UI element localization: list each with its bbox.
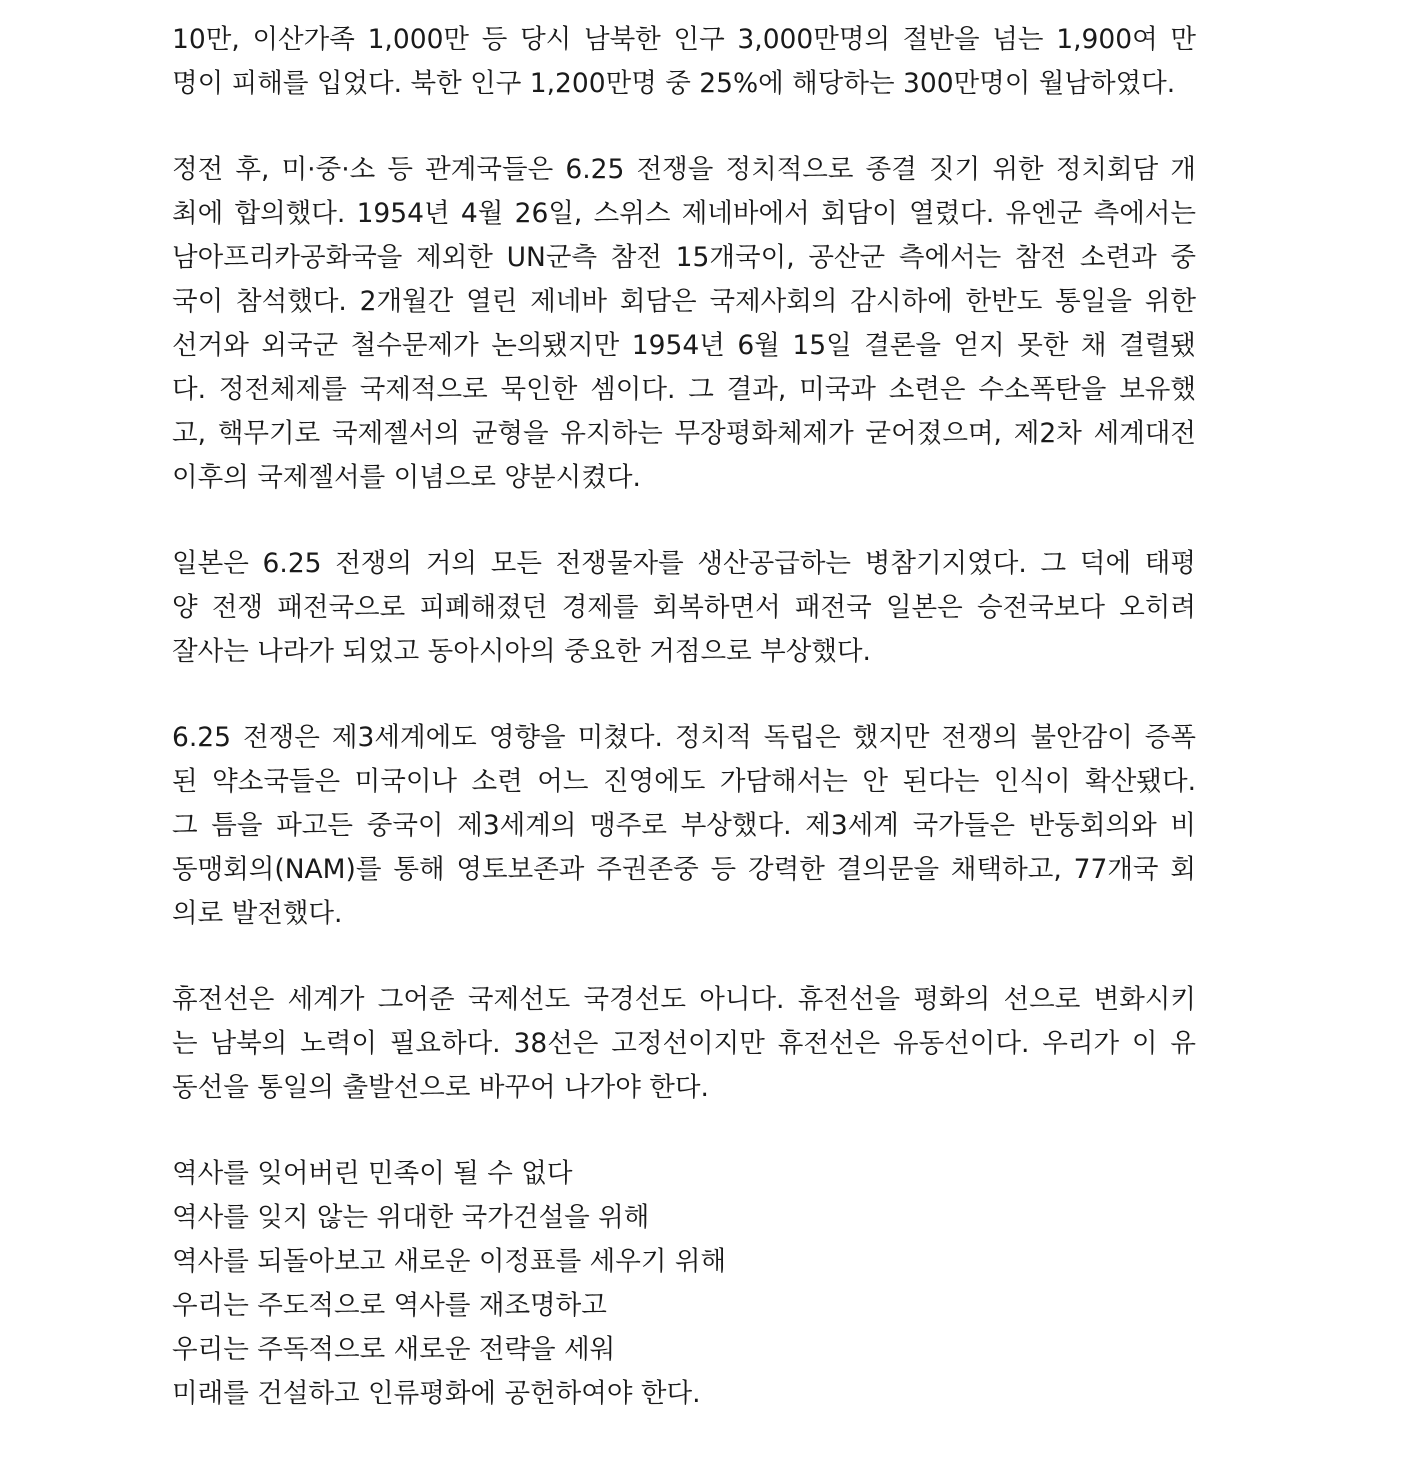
text-line: 국이 참석했다. 2개월간 열린 제네바 회담은 국제사회의 감시하에 한반도 통일을 위한: [172, 286, 1196, 317]
text-line: 동맹회의(NAM)를 통해 영토보존과 주권존중 등 강력한 결의문을 채택하고, 77개국 회: [172, 854, 1196, 885]
document-body: [172, 18, 1196, 1458]
text-line: 는 남북의 노력이 필요하다. 38선은 고정선이지만 휴전선은 유동선이다. 우리가 이 유: [172, 1028, 1196, 1059]
paragraph-third-world: [172, 716, 1196, 936]
text-line: 명이 피해를 입었다. 북한 인구 1,200만명 중 25%에 해당하는 300만명이 월남하였다.: [172, 68, 1176, 99]
paragraph-geneva-conference: [172, 148, 1196, 500]
poem-line: 우리는 주도적으로 역사를 재조명하고: [172, 1290, 607, 1321]
text-line: 이후의 국제젤서를 이념으로 양분시켰다.: [172, 462, 641, 493]
poem-block: [172, 1152, 1196, 1416]
text-line: 양 전쟁 패전국으로 피폐해졌던 경제를 회복하면서 패전국 일본은 승전국보다 오히려: [172, 592, 1196, 623]
paragraph-japan: [172, 542, 1196, 674]
text-line: 6.25 전쟁은 제3세계에도 영향을 미쳤다. 정치적 독립은 했지만 전쟁의 불안감이 증폭: [172, 722, 1196, 753]
text-line: 선거와 외국군 철수문제가 논의됐지만 1954년 6월 15일 결론을 얻지 못한 채 결렬됐: [172, 330, 1196, 361]
text-line: 일본은 6.25 전쟁의 거의 모든 전쟁물자를 생산공급하는 병참기지였다. 그 덕에 태평: [172, 548, 1196, 579]
poem-line: 미래를 건설하고 인류평화에 공헌하여야 한다.: [172, 1378, 701, 1409]
text-line: 정전 후, 미·중·소 등 관계국들은 6.25 전쟁을 정치적으로 종결 짓기 위한 정치회담 개: [172, 154, 1196, 185]
text-line: 휴전선은 세계가 그어준 국제선도 국경선도 아니다. 휴전선을 평화의 선으로 변화시키: [172, 984, 1196, 1015]
poem-line: 역사를 잊어버린 민족이 될 수 없다: [172, 1158, 573, 1189]
text-line: 된 약소국들은 미국이나 소련 어느 진영에도 가담해서는 안 된다는 인식이 확산됐다.: [172, 766, 1196, 797]
text-line: 다. 정전체제를 국제적으로 묵인한 셈이다. 그 결과, 미국과 소련은 수소폭탄을 보유했: [172, 374, 1196, 405]
text-line: 그 틈을 파고든 중국이 제3세계의 맹주로 부상했다. 제3세계 국가들은 반둥회의와 비: [172, 810, 1196, 841]
text-line: 의로 발전했다.: [172, 898, 343, 929]
text-line: 10만, 이산가족 1,000만 등 당시 남북한 인구 3,000만명의 절반을 넘는 1,900여 만: [172, 24, 1196, 55]
poem-line: 우리는 주독적으로 새로운 전략을 세워: [172, 1334, 616, 1365]
text-line: 고, 핵무기로 국제젤서의 균형을 유지하는 무장평화체제가 굳어졌으며, 제2차 세계대전: [172, 418, 1196, 449]
paragraph-casualties: [172, 18, 1196, 106]
text-line: 남아프리카공화국을 제외한 UN군측 참전 15개국이, 공산군 측에서는 참전 소련과 중: [172, 242, 1196, 273]
text-line: 최에 합의했다. 1954년 4월 26일, 스위스 제네바에서 회담이 열렸다. 유엔군 측에서는: [172, 198, 1196, 229]
paragraph-armistice-line: [172, 978, 1196, 1110]
text-line: 잘사는 나라가 되었고 동아시아의 중요한 거점으로 부상했다.: [172, 636, 871, 667]
text-line: 동선을 통일의 출발선으로 바꾸어 나가야 한다.: [172, 1072, 709, 1103]
poem-line: 역사를 잊지 않는 위대한 국가건설을 위해: [172, 1202, 650, 1233]
poem-line: 역사를 되돌아보고 새로운 이정표를 세우기 위해: [172, 1246, 727, 1277]
